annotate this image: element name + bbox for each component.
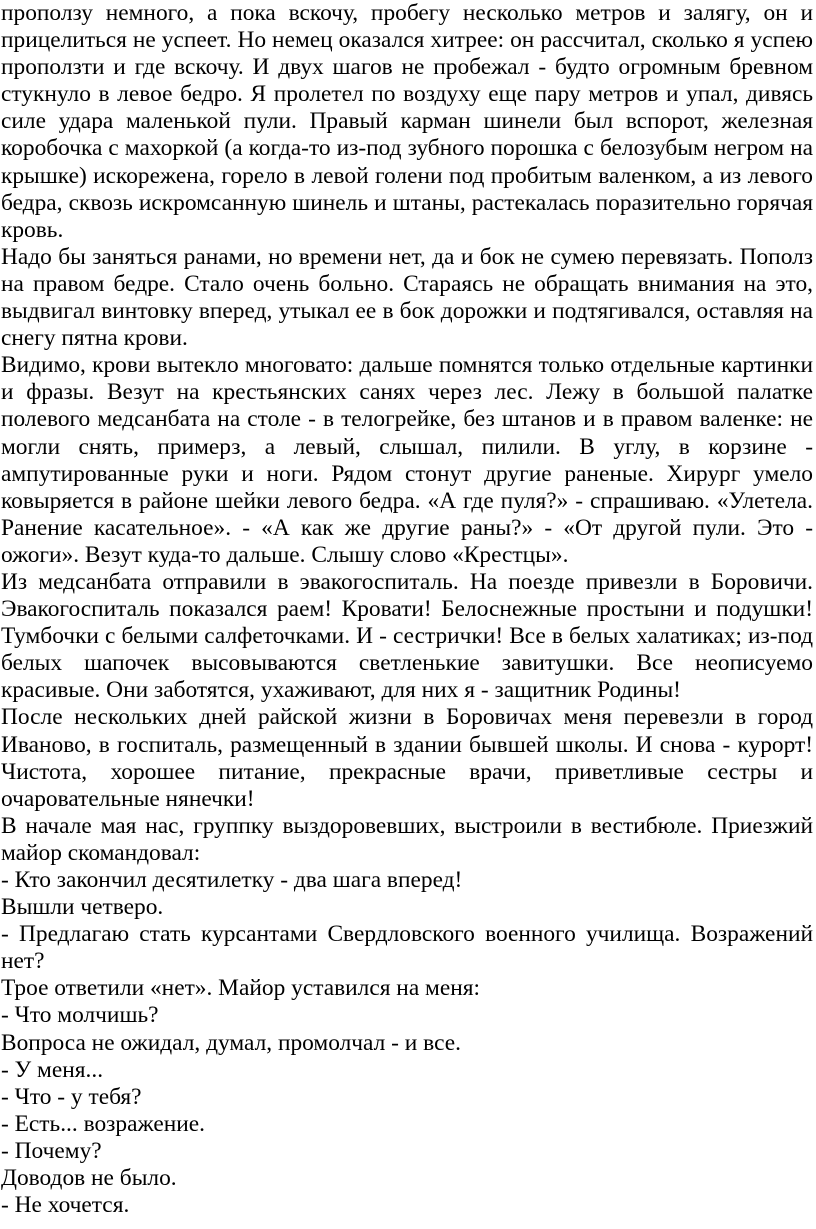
paragraph-medsanbat: Видимо, крови вытекло многовато: дальше помнятся только отдельные картинки и фразы. Везут на крестьянских санях через лес. Лежу в большой палатке полевого медсанбата на столе - в телогрейке, без штанов и в правом валенке: не могли снять, примерз, а левый, слышал, пилили. В углу, в корзине - ампутированные руки и ноги. Рядом стонут другие раненые. Хирург умело ковыряется в районе шейки левого бедра. «А где пуля?» - спрашиваю. «Улетела. Ранение касательное». - «А как же другие раны?» - «От другой пули. Это - ожоги». Везут куда-то дальше. Слышу слово «Крестцы». [1, 352, 813, 568]
paragraph-wounded-escape: проползу немного, а пока вскочу, пробегу несколько метров и залягу, он и прицелиться не успеет. Но немец оказался хитрее: он рассчитал, сколько я успею проползти и где вскочу. И двух шагов не пробежал - будто огромным бревном стукнуло в левое бедро. Я пролетел по воздуху еще пару метров и упал, дивясь силе удара маленькой пули. Правый карман шинели был вспорот, железная коробочка с махоркой (а когда-то из-под зубного порошка с белозубым негром на крышке) искорежена, горело в левой голени под пробитым валенком, а из левого бедра, сквозь искромсанную шинель и штаны, растекалась поразительно горячая кровь. [1, 0, 813, 243]
narration-line: Трое ответили «нет». Майор уставился на меня: [1, 975, 481, 1002]
narration-line: Вопроса не ожидал, думал, промолчал - и все. [1, 1029, 461, 1056]
paragraph-ivanovo-hospital: После нескольких дней райской жизни в Боровичах меня перевезли в город Иваново, в госпиталь, размещенный в здании бывшей школы. И снова - курорт! Чистота, хорошее питание, прекрасные врачи, приветливые сестры и очаровательные нянечки! [1, 704, 813, 812]
narration-line: Вышли четверо. [1, 894, 164, 921]
dialogue-line: - Не хочется. [1, 1192, 130, 1219]
dialogue-line: - Кто закончил десятилетку - два шага вперед! [1, 867, 463, 893]
dialogue-line: - Есть... возражение. [1, 1110, 205, 1137]
paragraph-may-lineup: В начале мая нас, группку выздоровевших, выстроили в вестибюле. Приезжий майор скомандовал: [1, 812, 813, 866]
paragraph-evacuation-hospital: Из медсанбата отправили в эвакогоспиталь. На поезде привезли в Боровичи. Эвакогоспиталь показался раем! Кровати! Белоснежные простыни и подушки! Тумбочки с белыми салфеточками. И - сестрички! Все в белых халатиках; из-под белых шапочек высовываются светленькие завитушки. Все неописуемо красивые. Они заботятся, ухаживают, для них я - защитник Родины! [1, 568, 813, 704]
dialogue-line: - Что молчишь? [1, 1002, 159, 1029]
dialogue-line: - Предлагаю стать курсантами Свердловского военного училища. Возражений нет? [1, 921, 813, 975]
dialogue-line: - У меня... [1, 1056, 104, 1083]
narration-line: Доводов не было. [1, 1165, 177, 1192]
paragraph-crawling: Надо бы заняться ранами, но времени нет, да и бок не сумею перевязать. Пополз на правом бедре. Стало очень больно. Стараясь не обращать внимания на это, выдвигал винтовку вперед, утыкал ее в бок дорожки и подтягивался, оставляя на снегу пятна крови. [1, 243, 813, 352]
dialogue-line: - Почему? [1, 1137, 102, 1164]
dialogue-line: - Что - у тебя? [1, 1083, 142, 1110]
